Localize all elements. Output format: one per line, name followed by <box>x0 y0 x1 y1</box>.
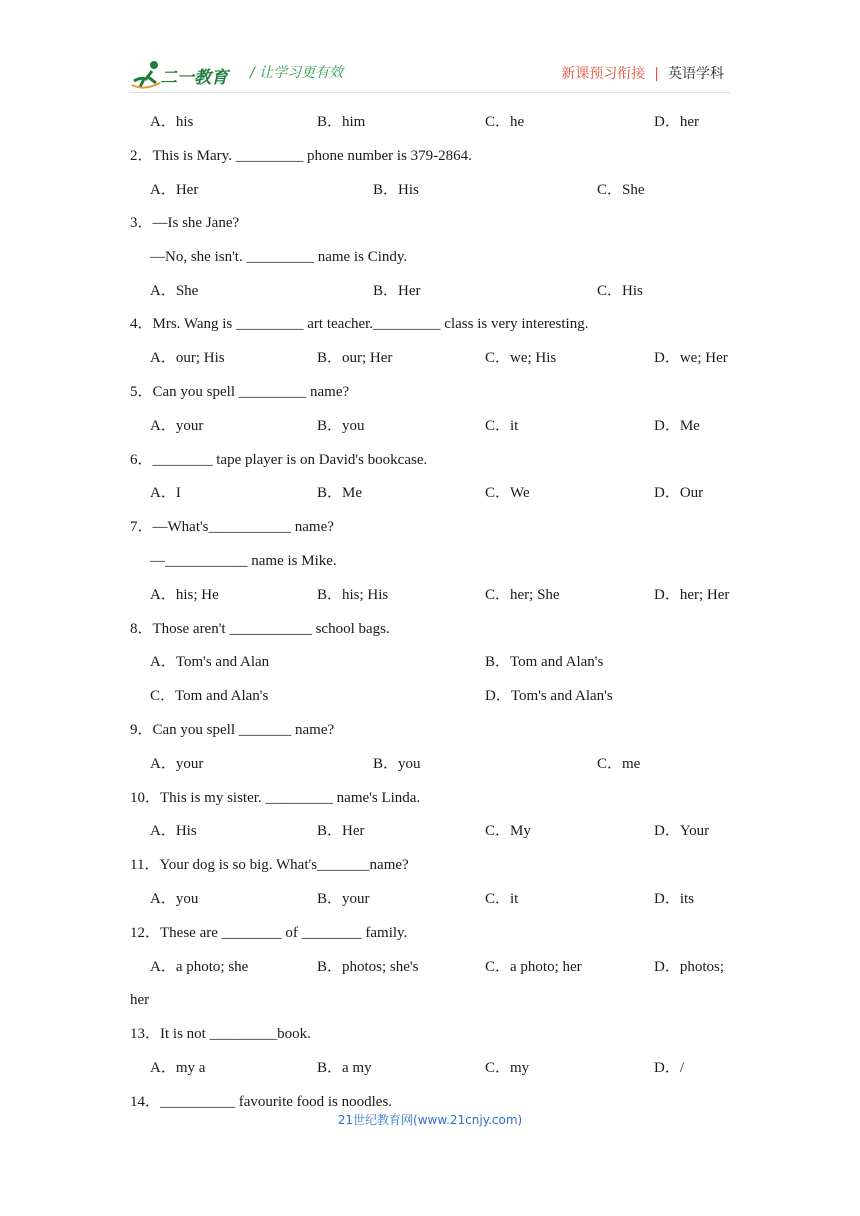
question-stem: 11．Your dog is so big. What's_______name? <box>130 857 409 873</box>
option-c[interactable]: C．My <box>485 823 531 839</box>
option-d[interactable]: D．Tom's and Alan's <box>485 688 613 704</box>
question-stem: 5．Can you spell _________ name? <box>130 384 350 400</box>
option-b[interactable]: B．you <box>373 756 421 772</box>
option-c[interactable]: C．We <box>485 485 530 501</box>
option-a[interactable]: A．his; He <box>150 587 219 603</box>
option-a[interactable]: A．I <box>150 485 181 501</box>
option-a[interactable]: A．She <box>150 283 199 299</box>
header-separator: | <box>654 66 659 82</box>
option-c[interactable]: C．he <box>485 114 525 130</box>
option-a[interactable]: A．a photo; she <box>150 959 249 975</box>
option-d[interactable]: D．Our <box>654 485 704 501</box>
question-stem: 3．—Is she Jane? <box>130 215 240 231</box>
question-stem: 12．These are ________ of ________ family. <box>130 925 408 941</box>
header-divider <box>130 92 730 93</box>
question-stem: 2．This is Mary. _________ phone number is 379-2864. <box>130 148 472 164</box>
question-stem: 13．It is not _________book. <box>130 1026 311 1042</box>
question-stem-line-2: —No, she isn't. _________ name is Cindy. <box>150 249 408 265</box>
option-b[interactable]: B．photos; she's <box>317 959 419 975</box>
option-c[interactable]: C．it <box>485 891 519 907</box>
option-b[interactable]: B．Her <box>373 283 421 299</box>
option-a[interactable]: A．your <box>150 418 204 434</box>
option-b[interactable]: B．our; Her <box>317 350 393 366</box>
option-a[interactable]: A．his <box>150 114 194 130</box>
question-stem: 14．__________ favourite food is noodles. <box>130 1094 393 1110</box>
option-b[interactable]: B．His <box>373 182 419 198</box>
header-subject-label: 英语学科 <box>668 66 724 82</box>
option-b[interactable]: B．you <box>317 418 365 434</box>
option-c[interactable]: C．me <box>597 756 641 772</box>
question-stem: 4．Mrs. Wang is _________ art teacher._________ class is very interesting. <box>130 316 589 332</box>
question-stem-line-2: —___________ name is Mike. <box>150 553 337 569</box>
option-d[interactable]: D．its <box>654 891 695 907</box>
option-c[interactable]: C．a photo; her <box>485 959 582 975</box>
option-a[interactable]: A．your <box>150 756 204 772</box>
question-stem: 10．This is my sister. _________ name's Linda. <box>130 790 421 806</box>
question-stem: 8．Those aren't ___________ school bags. <box>130 621 390 637</box>
logo <box>130 55 240 91</box>
option-d[interactable]: D．Your <box>654 823 710 839</box>
option-b[interactable]: B．his; His <box>317 587 389 603</box>
option-d[interactable]: D．we; Her <box>654 350 728 366</box>
option-c[interactable]: C．we; His <box>485 350 557 366</box>
header-course-label: 新课预习衔接 <box>561 66 646 82</box>
header-right <box>561 63 724 83</box>
question-stem: 9．Can you spell _______ name? <box>130 722 335 738</box>
page-footer[interactable]: 21世纪教育网(www.21cnjy.com) <box>337 1113 523 1127</box>
question-stem: 6．________ tape player is on David's bookcase. <box>130 452 428 468</box>
option-c[interactable]: C．Tom and Alan's <box>150 688 269 704</box>
option-d[interactable]: D．her <box>654 114 699 130</box>
question-stem: 7．—What's___________ name? <box>130 519 334 535</box>
option-b[interactable]: B．a my <box>317 1060 372 1076</box>
option-b[interactable]: B．him <box>317 114 366 130</box>
option-d[interactable]: D．/ <box>654 1060 685 1076</box>
option-c[interactable]: C．her; She <box>485 587 560 603</box>
option-a[interactable]: A．Tom's and Alan <box>150 654 270 670</box>
option-c[interactable]: C．it <box>485 418 519 434</box>
option-b[interactable]: B．Her <box>317 823 365 839</box>
option-a[interactable]: A．His <box>150 823 197 839</box>
runner-logo-icon <box>130 57 164 91</box>
header-slogan: / 让学习更有效 <box>250 65 344 81</box>
option-c[interactable]: C．my <box>485 1060 530 1076</box>
page-header <box>130 55 730 91</box>
option-d[interactable]: D．her; Her <box>654 587 730 603</box>
option-d[interactable]: D．Me <box>654 418 700 434</box>
option-a[interactable]: A．our; His <box>150 350 225 366</box>
option-b[interactable]: B．Me <box>317 485 363 501</box>
option-a[interactable]: A．Her <box>150 182 199 198</box>
logo-text: 二一教育 <box>160 68 228 88</box>
option-d-wrap: her <box>130 992 150 1008</box>
option-a[interactable]: A．my a <box>150 1060 206 1076</box>
option-b[interactable]: B．your <box>317 891 370 907</box>
option-d[interactable]: D．photos; <box>654 959 725 975</box>
option-a[interactable]: A．you <box>150 891 199 907</box>
option-b[interactable]: B．Tom and Alan's <box>485 654 604 670</box>
option-c[interactable]: C．His <box>597 283 643 299</box>
option-c[interactable]: C．She <box>597 182 645 198</box>
